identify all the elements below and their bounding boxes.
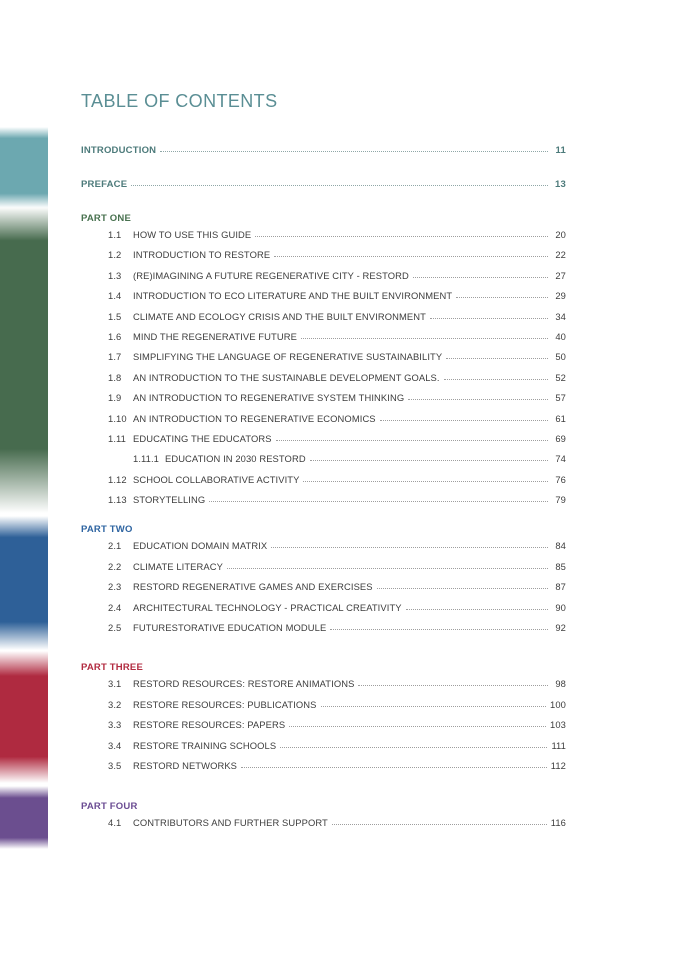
- entry-label: AN INTRODUCTION TO REGENERATIVE SYSTEM THINKING: [133, 392, 405, 404]
- entry-page: 74: [555, 453, 566, 465]
- entry-number: 1.3: [108, 269, 122, 281]
- dotted-leader: [446, 358, 548, 359]
- toc-entry: [81, 474, 566, 494]
- dotted-leader: [377, 588, 548, 589]
- toc-entry: [81, 540, 566, 560]
- entry-number: 4.1: [108, 817, 122, 829]
- entry-page: 76: [555, 473, 566, 485]
- red-margin-bar: [0, 651, 48, 783]
- dotted-leader: [276, 440, 548, 441]
- entry-number: 3.4: [108, 739, 122, 751]
- dotted-leader: [310, 460, 548, 461]
- dotted-leader: [131, 185, 548, 186]
- entry-label: HOW TO USE THIS GUIDE: [133, 229, 252, 240]
- entry-number: 3.5: [108, 759, 122, 771]
- entry-page: 11: [555, 145, 566, 156]
- toc-entry: [81, 760, 566, 780]
- page-title: TABLE OF CONTENTS: [81, 91, 278, 111]
- toc-entry-preface: [81, 179, 566, 191]
- toc-entry: [81, 581, 566, 601]
- entry-label: CLIMATE AND ECOLOGY CRISIS AND THE BUILT ENVIRONMENT: [133, 310, 426, 322]
- toc-entry: [81, 392, 566, 412]
- dotted-leader: [430, 318, 548, 319]
- section-entries: [81, 817, 566, 837]
- entry-label: ARCHITECTURAL TECHNOLOGY - PRACTICAL CREATIVITY: [133, 601, 402, 613]
- toc-entry: [81, 622, 566, 642]
- entry-label: AN INTRODUCTION TO REGENERATIVE ECONOMICS: [133, 412, 376, 424]
- entry-number: 1.5: [108, 310, 122, 322]
- dotted-leader: [444, 379, 548, 380]
- dotted-leader: [358, 685, 548, 686]
- entry-label: CONTRIBUTORS AND FURTHER SUPPORT: [133, 817, 328, 829]
- entry-number: 1.11: [108, 432, 126, 444]
- green-margin-bar: [0, 207, 48, 513]
- entry-page: 27: [555, 269, 566, 281]
- toc-entry: [81, 699, 566, 719]
- toc-entry: [81, 311, 566, 331]
- entry-page: 98: [555, 678, 566, 690]
- entry-page: 29: [555, 290, 566, 302]
- entry-number: 3.3: [108, 719, 122, 731]
- entry-label: MIND THE REGENERATIVE FUTURE: [133, 330, 297, 342]
- entry-page: 90: [555, 601, 566, 613]
- entry-number: 1.12: [108, 473, 127, 485]
- dotted-leader: [408, 399, 548, 400]
- entry-label: PREFACE: [81, 179, 128, 190]
- toc-entry: [81, 433, 566, 453]
- dotted-leader: [380, 420, 548, 421]
- entry-number: 1.13: [108, 494, 127, 506]
- entry-label: FUTURESTORATIVE EDUCATION MODULE: [133, 622, 327, 634]
- entry-number: 3.1: [108, 678, 122, 690]
- dotted-leader: [301, 338, 548, 339]
- toc-entry: [81, 290, 566, 310]
- dotted-leader: [330, 629, 548, 630]
- entry-number: 3.2: [108, 698, 122, 710]
- entry-number: 1.1: [108, 229, 122, 240]
- entry-label: RESTORD RESOURCES: RESTORE ANIMATIONS: [133, 678, 355, 690]
- section-entries: [81, 540, 566, 642]
- dotted-leader: [209, 501, 548, 502]
- dotted-leader: [274, 256, 548, 257]
- toc-entry: [81, 602, 566, 622]
- entry-page: 112: [550, 759, 566, 771]
- section-part-one: [81, 213, 566, 514]
- dotted-leader: [227, 568, 548, 569]
- entry-page: 57: [555, 392, 566, 404]
- toc-entry: [81, 331, 566, 351]
- entry-number: 1.10: [108, 412, 127, 424]
- entry-label: INTRODUCTION TO ECO LITERATURE AND THE BUILT ENVIRONMENT: [133, 290, 453, 302]
- entry-page: 61: [555, 412, 566, 424]
- dotted-leader: [160, 151, 548, 152]
- purple-margin-bar: [0, 786, 48, 849]
- dotted-leader: [332, 824, 547, 825]
- toc-entry: [81, 817, 566, 837]
- entry-page: 100: [550, 698, 566, 710]
- entry-page: 34: [555, 310, 566, 322]
- entry-page: 111: [551, 739, 566, 751]
- entry-page: 22: [555, 249, 566, 261]
- toc-entry-introduction: [81, 145, 566, 157]
- entry-label: EDUCATION IN 2030 RESTORD: [164, 453, 306, 465]
- dotted-leader: [456, 297, 548, 298]
- dotted-leader: [241, 767, 547, 768]
- entry-label: RESTORE RESOURCES: PUBLICATIONS: [133, 698, 317, 710]
- entry-page: 50: [555, 351, 566, 363]
- entry-number: 2.1: [108, 540, 122, 552]
- toc-entry: [81, 413, 566, 433]
- toc-entry: [81, 229, 566, 249]
- entry-label: RESTORD REGENERATIVE GAMES AND EXERCISES: [133, 581, 373, 593]
- entry-label: AN INTRODUCTION TO THE SUSTAINABLE DEVELOPMENT GOALS.: [133, 371, 440, 383]
- entry-page: 79: [555, 494, 566, 506]
- entry-page: 40: [555, 330, 566, 342]
- section-title: PART ONE: [81, 213, 131, 224]
- section-entries: [81, 678, 566, 780]
- toc-entry: [81, 719, 566, 739]
- entry-number: 2.2: [108, 560, 122, 572]
- toc-entry: [81, 678, 566, 698]
- entry-number: 1.7: [108, 351, 122, 363]
- dotted-leader: [271, 547, 548, 548]
- section-part-two: [81, 524, 566, 642]
- entry-page: 20: [555, 229, 566, 240]
- entry-number: 1.11.1: [133, 453, 159, 465]
- entry-number: 1.8: [108, 371, 122, 383]
- entry-page: 92: [555, 622, 566, 634]
- entry-number: 2.4: [108, 601, 122, 613]
- entry-page: 87: [555, 581, 566, 593]
- entry-label: SIMPLIFYING THE LANGUAGE OF REGENERATIVE SUSTAINABILITY: [133, 351, 443, 363]
- entry-label: (RE)IMAGINING A FUTURE REGENERATIVE CITY - RESTORD: [133, 269, 409, 281]
- entry-number: 1.2: [108, 249, 122, 261]
- dotted-leader: [303, 481, 548, 482]
- entry-label: INTRODUCTION TO RESTORE: [133, 249, 271, 261]
- entry-number: 1.4: [108, 290, 122, 302]
- toc-entry: [81, 494, 566, 514]
- entry-label: EDUCATING THE EDUCATORS: [133, 432, 272, 444]
- section-entries: [81, 229, 566, 514]
- section-title: PART TWO: [81, 524, 133, 536]
- entry-label: CLIMATE LITERACY: [133, 560, 223, 572]
- entry-page: 116: [550, 817, 566, 829]
- entry-number: 2.5: [108, 622, 122, 634]
- toc-entry: [81, 351, 566, 371]
- entry-label: SCHOOL COLLABORATIVE ACTIVITY: [133, 473, 300, 485]
- toc-entry: [81, 740, 566, 760]
- dotted-leader: [321, 706, 547, 707]
- entry-page: 69: [555, 432, 566, 444]
- dotted-leader: [413, 277, 548, 278]
- entry-label: EDUCATION DOMAIN MATRIX: [133, 540, 268, 552]
- section-part-three: [81, 662, 566, 780]
- entry-label: RESTORE TRAINING SCHOOLS: [133, 739, 277, 751]
- entry-number: 1.9: [108, 392, 122, 404]
- section-title: PART FOUR: [81, 801, 138, 813]
- toc-subentry: [81, 453, 566, 473]
- section-title: PART THREE: [81, 662, 143, 674]
- section-part-four: [81, 801, 566, 837]
- dotted-leader: [255, 236, 548, 237]
- dotted-leader: [280, 747, 547, 748]
- toc-content: [81, 91, 566, 838]
- toc-entry: [81, 561, 566, 581]
- entry-number: 2.3: [108, 581, 122, 593]
- entry-label: INTRODUCTION: [81, 145, 157, 156]
- entry-page: 85: [555, 560, 566, 572]
- entry-page: 52: [555, 371, 566, 383]
- entry-label: RESTORE RESOURCES: PAPERS: [133, 719, 286, 731]
- dotted-leader: [289, 726, 546, 727]
- blue-margin-bar: [0, 516, 48, 650]
- entry-number: 1.6: [108, 330, 122, 342]
- teal-margin-bar: [0, 127, 48, 208]
- entry-label: STORYTELLING: [133, 494, 206, 506]
- toc-entry: [81, 270, 566, 290]
- entry-label: RESTORD NETWORKS: [133, 759, 238, 771]
- toc-entry: [81, 372, 566, 392]
- toc-entry: [81, 249, 566, 269]
- entry-page: 103: [550, 719, 566, 731]
- entry-page: 84: [555, 540, 566, 552]
- entry-page: 13: [555, 179, 566, 190]
- dotted-leader: [406, 609, 548, 610]
